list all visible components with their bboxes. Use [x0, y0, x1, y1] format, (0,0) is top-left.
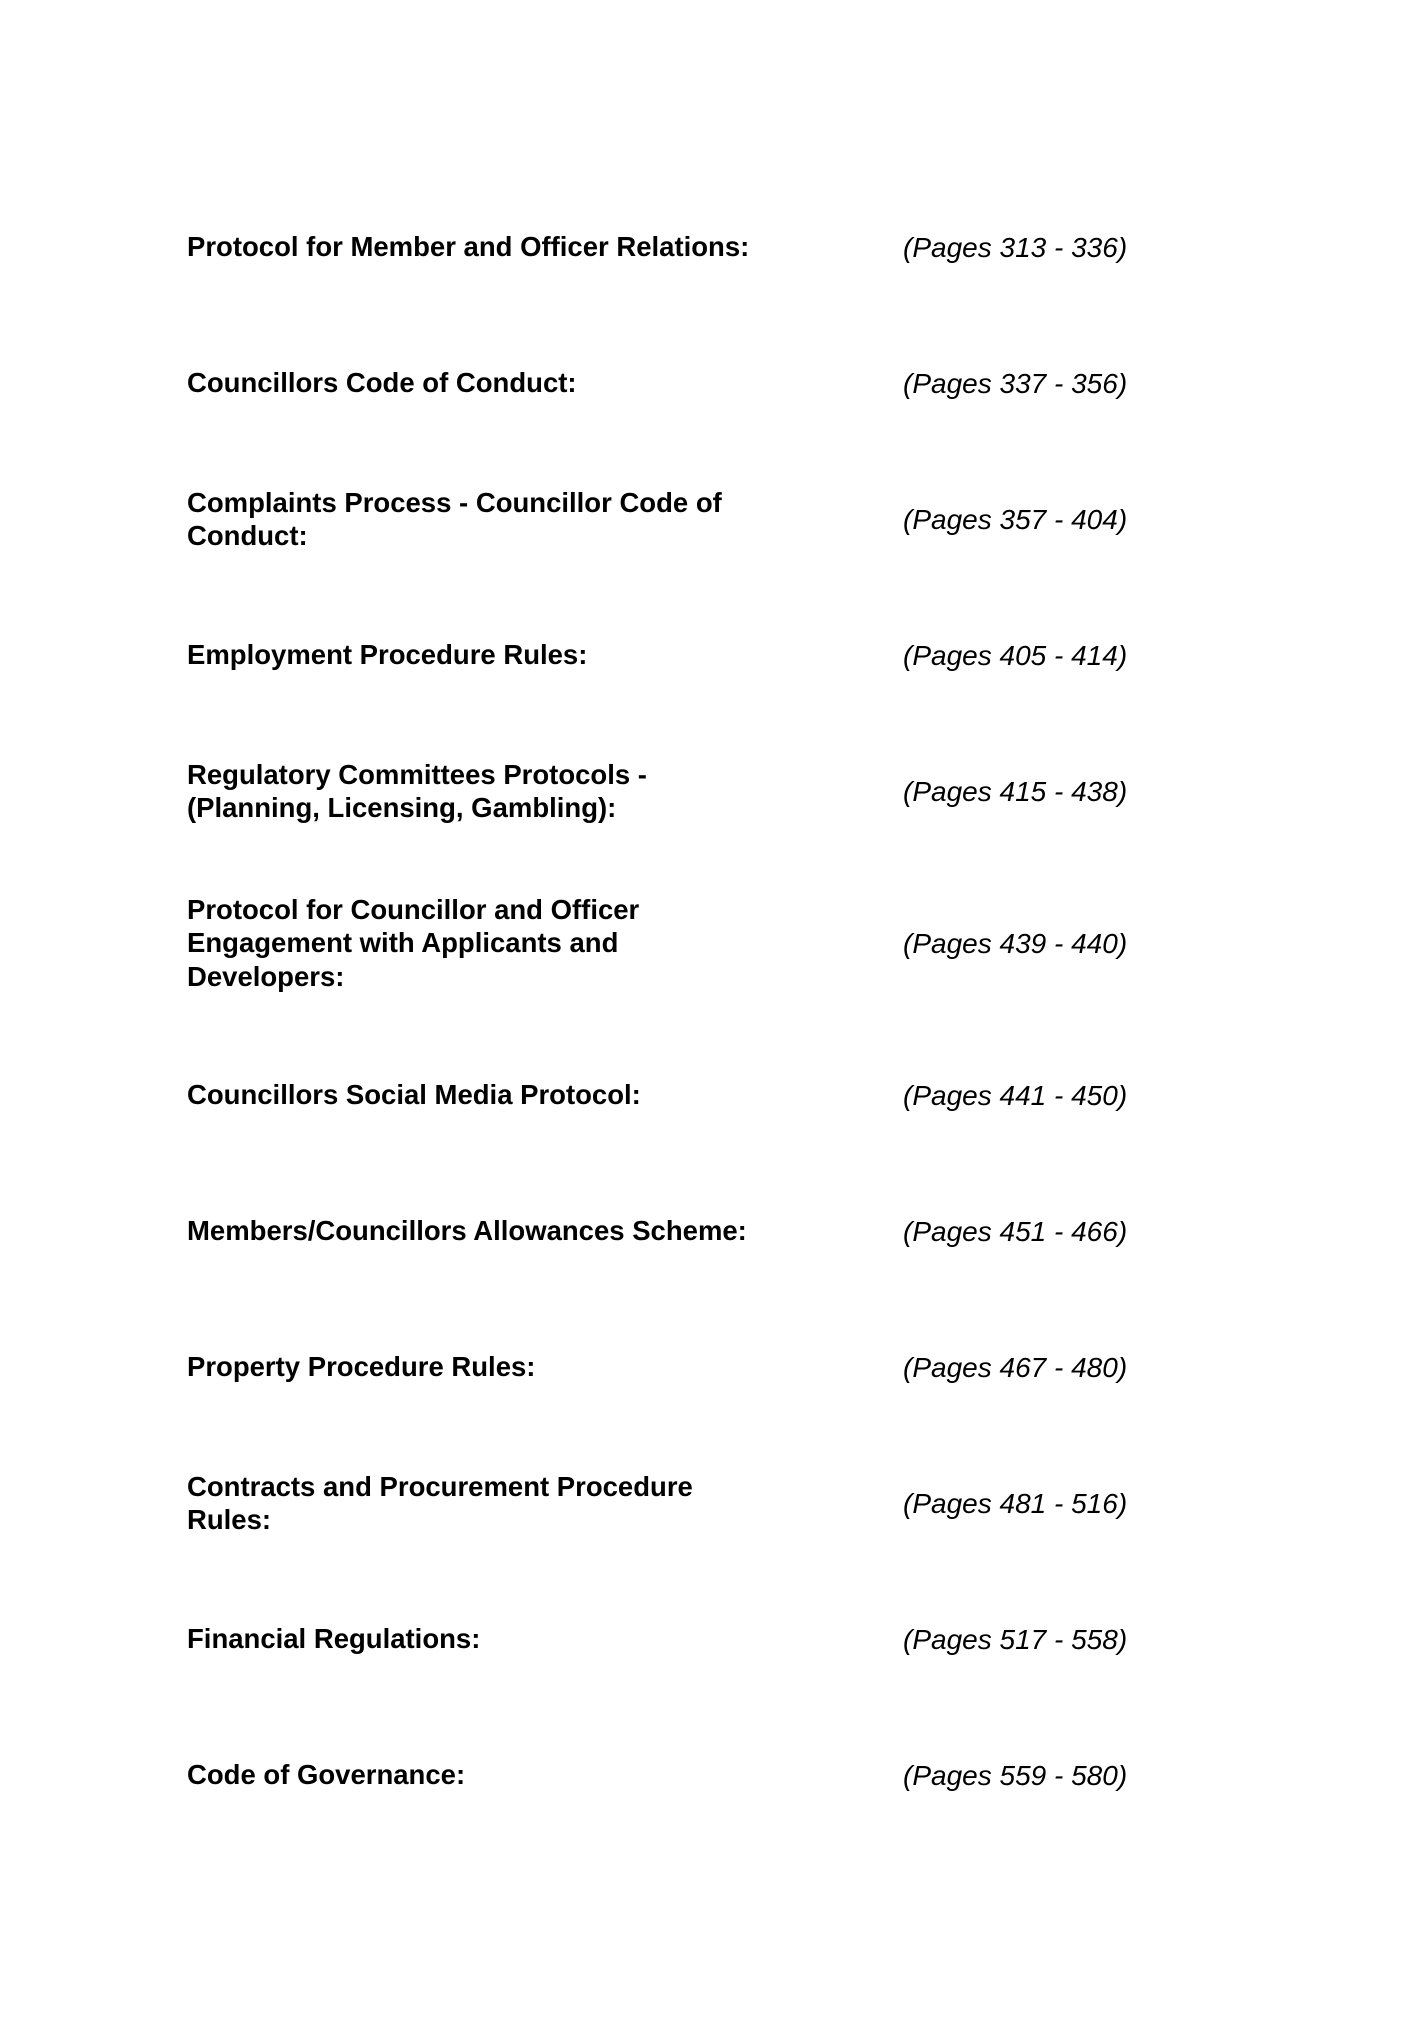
toc-entry [187, 1571, 1187, 1707]
toc-entry [187, 1163, 1187, 1299]
toc-entry-pages: (Pages 441 - 450) [903, 1079, 1128, 1111]
toc-entry-pages: (Pages 313 - 336) [903, 231, 1128, 263]
table-of-contents [187, 179, 1187, 1843]
toc-entry-title: Contracts and Procurement Procedure Rules: [187, 1470, 693, 1535]
toc-entry [187, 587, 1187, 723]
toc-entry-pages: (Pages 481 - 516) [903, 1487, 1128, 1519]
toc-entry-title: Complaints Process - Councillor Code of Conduct: [187, 486, 722, 551]
toc-entry [187, 1299, 1187, 1435]
toc-entry-title: Protocol for Councillor and Officer Engagement with Applicants and Developers: [187, 893, 640, 992]
toc-entry [187, 1707, 1187, 1843]
toc-entry [187, 1027, 1187, 1163]
toc-entry-title: Property Procedure Rules: [187, 1351, 536, 1383]
toc-entry [187, 1435, 1187, 1571]
toc-entry [187, 859, 1187, 1027]
toc-entry-title: Code of Governance: [187, 1759, 466, 1791]
toc-entry-title: Councillors Social Media Protocol: [187, 1079, 641, 1111]
toc-entry-pages: (Pages 517 - 558) [903, 1623, 1128, 1655]
toc-entry-pages: (Pages 559 - 580) [903, 1759, 1128, 1791]
toc-entry-pages: (Pages 467 - 480) [903, 1351, 1128, 1383]
toc-entry [187, 179, 1187, 315]
toc-entry-title: Financial Regulations: [187, 1623, 481, 1655]
toc-entry-title: Protocol for Member and Officer Relations: [187, 231, 750, 263]
toc-entry [187, 315, 1187, 451]
toc-entry-title: Members/Councillors Allowances Scheme: [187, 1215, 747, 1247]
toc-entry-title: Regulatory Committees Protocols - (Planning, Licensing, Gambling): [187, 758, 647, 823]
toc-entry-pages: (Pages 405 - 414) [903, 639, 1128, 671]
toc-entry-title: Employment Procedure Rules: [187, 639, 588, 671]
toc-entry-pages: (Pages 415 - 438) [903, 775, 1128, 807]
toc-entry-pages: (Pages 357 - 404) [903, 503, 1128, 535]
toc-entry [187, 723, 1187, 859]
toc-entry-pages: (Pages 451 - 466) [903, 1215, 1128, 1247]
toc-entry [187, 451, 1187, 587]
toc-entry-pages: (Pages 337 - 356) [903, 367, 1128, 399]
toc-entry-title: Councillors Code of Conduct: [187, 367, 577, 399]
toc-entry-pages: (Pages 439 - 440) [903, 927, 1128, 959]
